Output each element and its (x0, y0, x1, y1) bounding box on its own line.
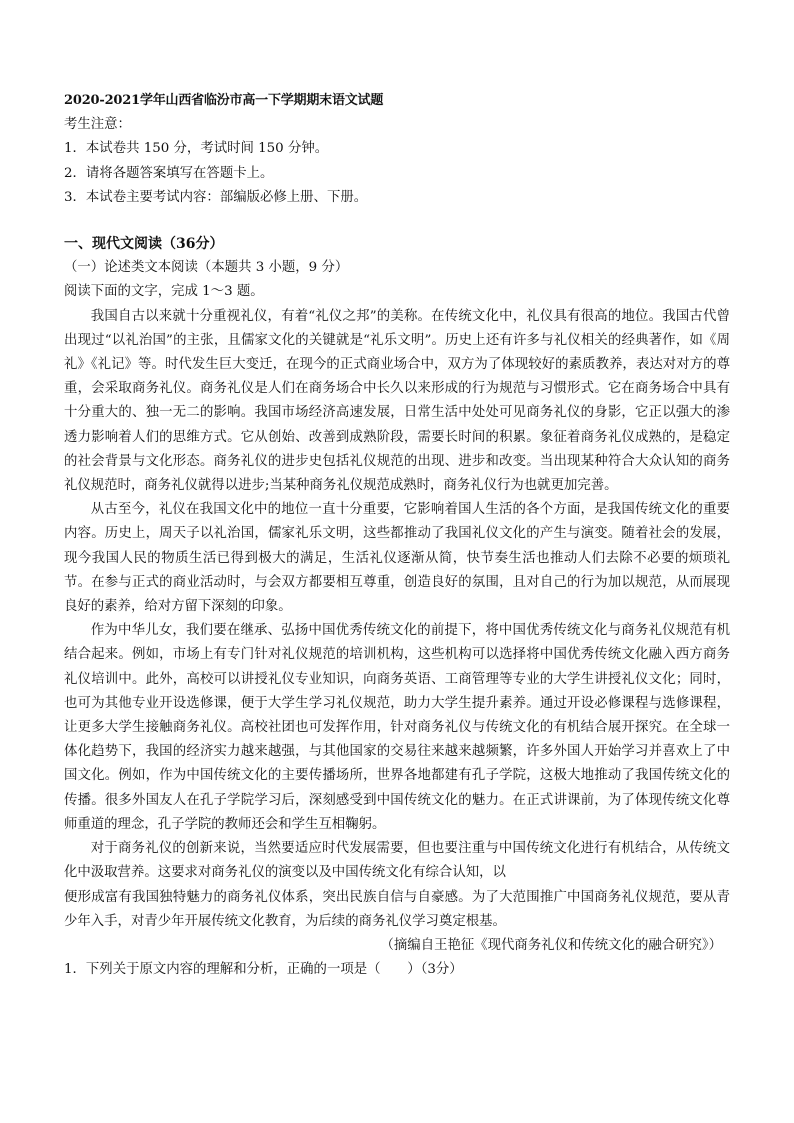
passage-source: （摘编自王艳征《现代商务礼仪和传统文化的融合研究》） (380, 937, 722, 953)
notice-label: 考生注意： (64, 117, 131, 133)
question-1: 1．下列关于原文内容的理解和分析，正确的一项是（ ）（3分） (64, 962, 463, 978)
passage-paragraph-1: 我国自古以来就十分重视礼仪，有着“礼仪之邦”的美称。在传统文化中，礼仪具有很高的地位。我国古代曾出现过“以礼治国”的主张，且儒家文化的关键就是“礼乐文明”。历史上还有许多与礼仪相关的经典著作，如《周礼》《礼记》等。时代发生巨大变迁，在现今的正式商业场合中，双方为了体现较好的素质教养，表达对对方的尊重，会采取商务礼仪。商务礼仪是人们在商务场合中长久以来形成的行为规范与习惯形式。它在商务场合中具有十分重大的、独一无二的影响。我国市场经济高速发展，日常生活中处处可见商务礼仪的身影，它正以强大的渗透力影响着人们的思维方式。它从创始、改善到成熟阶段，需要长时间的积累。象征着商务礼仪成熟的，是稳定的社会背景与文化形态。商务礼仪的进步史包括礼仪规范的出现、进步和改变。当出现某种符合大众认知的商务礼仪规范时，商务礼仪就得以进步;当某种商务礼仪规范成熟时，商务礼仪行为也就更加完善。 (64, 308, 730, 494)
exam-title: 2020-2021学年山西省临汾市高一下学期期末语文试题 (64, 93, 384, 108)
passage-paragraph-4-continued: 便形成富有我国独特魅力的商务礼仪体系，突出民族自信与自豪感。为了大范围推广中国商务礼仪规范，要从青少年入手，对青少年开展传统文化教育，为后续的商务礼仪学习奠定根基。 (64, 889, 730, 929)
section-heading: 一、现代文阅读（36分） (64, 236, 224, 253)
passage-paragraph-2: 从古至今，礼仪在我国文化中的地位一直十分重要，它影响着国人生活的各个方面，是我国传统文化的重要内容。历史上，周天子以礼治国，儒家礼乐文明，这些都推动了我国礼仪文化的产生与演变。随着社会的发展，现今我国人民的物质生活已得到极大的满足，生活礼仪逐渐从简，快节奏生活也推动人们去除不必要的烦琐礼节。在参与正式的商业活动时，与会双方都要相互尊重，创造良好的氛围，且对自己的行为加以规范，从而展现良好的素养，给对方留下深刻的印象。 (64, 502, 730, 615)
spacer (64, 210, 730, 232)
passage-paragraph-4: 对于商务礼仪的创新来说，当然要适应时代发展需要，但也要注重与中国传统文化进行有机结合，从传统文化中汲取营养。这要求对商务礼仪的演变以及中国传统文化有综合认知，以 (64, 841, 730, 881)
exam-page (64, 89, 730, 982)
reading-instruction: 阅读下面的文字，完成 1～3 题。 (64, 284, 264, 300)
notice-item-2: 2．请将各题答案填写在答题卡上。 (64, 165, 274, 181)
notice-item-3: 3．本试卷主要考试内容：部编版必修上册、下册。 (64, 189, 368, 205)
notice-item-1: 1．本试卷共 150 分，考试时间 150 分钟。 (64, 141, 329, 157)
passage-paragraph-3: 作为中华儿女，我们要在继承、弘扬中国优秀传统文化的前提下，将中国优秀传统文化与商务礼仪规范有机结合起来。例如，市场上有专门针对礼仪规范的培训机构，这些机构可以选择将中国优秀传统文化融入西方商务礼仪培训中。此外，高校可以讲授礼仪专业知识，向商务英语、工商管理等专业的大学生讲授礼仪文化；同时，也可为其他专业开设选修课，便于大学生学习礼仪规范，助力大学生提升素养。通过开设必修课程与选修课程，让更多大学生接触商务礼仪。高校社团也可发挥作用，针对商务礼仪与传统文化的有机结合展开探究。在全球一体化趋势下，我国的经济实力越来越强，与其他国家的交易往来越来越频繁，许多外国人开始学习并喜欢上了中国文化。例如，作为中国传统文化的主要传播场所，世界各地都建有孔子学院，这极大地推动了我国传统文化的传播。很多外国友人在孔子学院学习后，深刻感受到中国传统文化的魅力。在正式讲课前，为了体现传统文化尊师重道的理念，孔子学院的教师还会和学生互相鞠躬。 (64, 623, 730, 832)
sub-section-heading: （一）论述类文本阅读（本题共 3 小题，9 分） (64, 260, 349, 276)
